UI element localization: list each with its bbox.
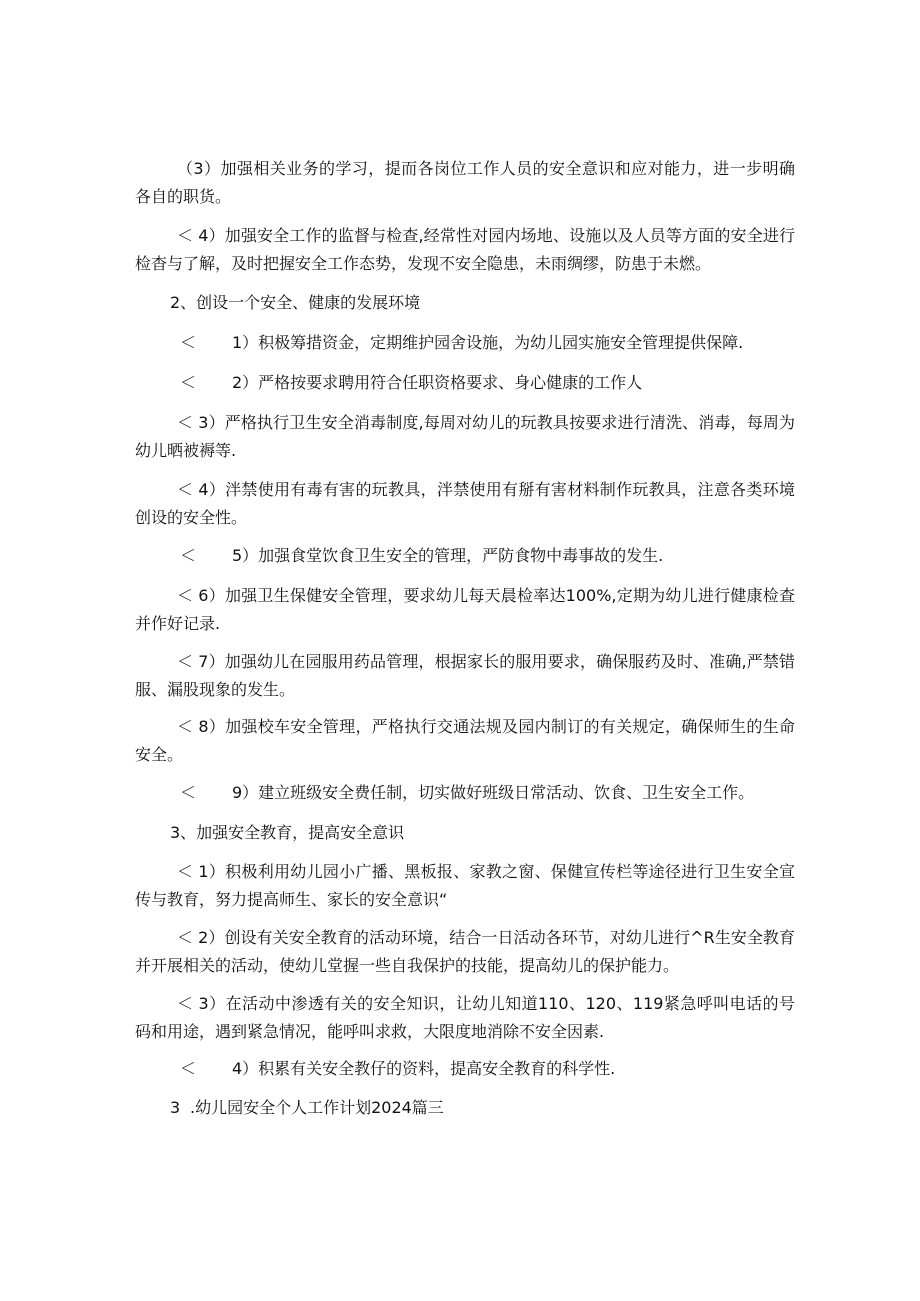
list-item-2-5: 5）加强食堂饮食卫生安全的管理，严防食物中毒事故的发生.: [232, 546, 664, 565]
list-item-2-7: ＜ 7）加强幼儿在园服用药品管理，根据家长的服用要求，确保服药及时、准确,严禁错服、漏股现象的发生。: [135, 652, 795, 699]
list-marker: ＜: [180, 546, 197, 565]
list-item-3-3: ＜ 3）在活动中渗透有关的安全知识，让幼儿知道110、120、119紧急呼叫电话的号码和用途，遇到紧急情况，能呼叫求救，大限度地消除不安全因素.: [135, 994, 795, 1041]
list-item-3-4: 4）积累有关安全教仔的资料，提高安全教育的科学性.: [232, 1059, 616, 1078]
section-heading-2: 2、创设一个安全、健康的发展环境: [170, 293, 421, 312]
list-marker: ＜: [180, 373, 197, 392]
list-item-2-8: ＜ 8）加强校车安全管理，严格执行交通法规及园内制订的有关规定，确保师生的生命安全。: [135, 717, 795, 764]
list-item-2-3: ＜ 3）严格执行卫生安全消毒制度,每周对幼儿的玩教具按要求进行清洗、消毒，每周为幼儿晒被褥等.: [135, 413, 795, 460]
list-item-2-4: ＜ 4）泮禁使用有毒有害的玩教具，泮禁使用有掰有害材料制作玩教具，注意各类环境创设的安全性。: [135, 480, 795, 527]
list-item-2-6: ＜ 6）加强卫生保健安全管理，要求幼儿每天晨检率达100%,定期为幼儿进行健康检查并作好记录.: [135, 586, 795, 633]
list-item-3-1: ＜ 1）积极利用幼儿园小广播、黑板报、家教之窗、保健宣传栏等途径进行卫生安全宣传与教育，努力提高师生、家长的安全意识“: [135, 862, 795, 909]
section-heading-next: .幼儿园安全个人工作计划2024篇三: [190, 1098, 444, 1117]
list-item-3-2: ＜ 2）创设有关安全教育的活动环境，结合一日活动各环节，对幼儿进行^R生安全教育并开展相关的活动，使幼儿堂握一些自我保护的技能，提高幼儿的保护能力。: [135, 928, 795, 975]
list-item-2-2: 2）严格按要求聘用符合任职资格要求、身心健康的工作人: [232, 373, 643, 392]
section-heading-3: 3、加强安全教育，提高安全意识: [170, 823, 405, 842]
list-item-2-1: 1）积极筹措资金，定期维护园舍设施，为幼儿园实施安全管理提供保障.: [232, 333, 744, 352]
list-item-2-9: 9）建立班级安全费任制，切实做好班级日常活动、饮食、卫生安全工作。: [232, 783, 755, 802]
paragraph-3: （3）加强相关业务的学习，提而各岗位工作人员的安全意识和应对能力，进一步明确各自的职货。: [135, 159, 795, 206]
list-marker: ＜: [180, 783, 197, 802]
paragraph-4: ＜ 4）加强安全工作的监督与检查,经常性对园内场地、设施以及人员等方面的安全进行检杳与了解，及时把握安全工作态势，发现不安全隐患，未雨绸缪，防患于未燃。: [135, 226, 795, 273]
list-marker: ＜: [180, 1059, 197, 1078]
list-marker: ＜: [180, 333, 197, 352]
heading-number: 3: [170, 1098, 181, 1117]
